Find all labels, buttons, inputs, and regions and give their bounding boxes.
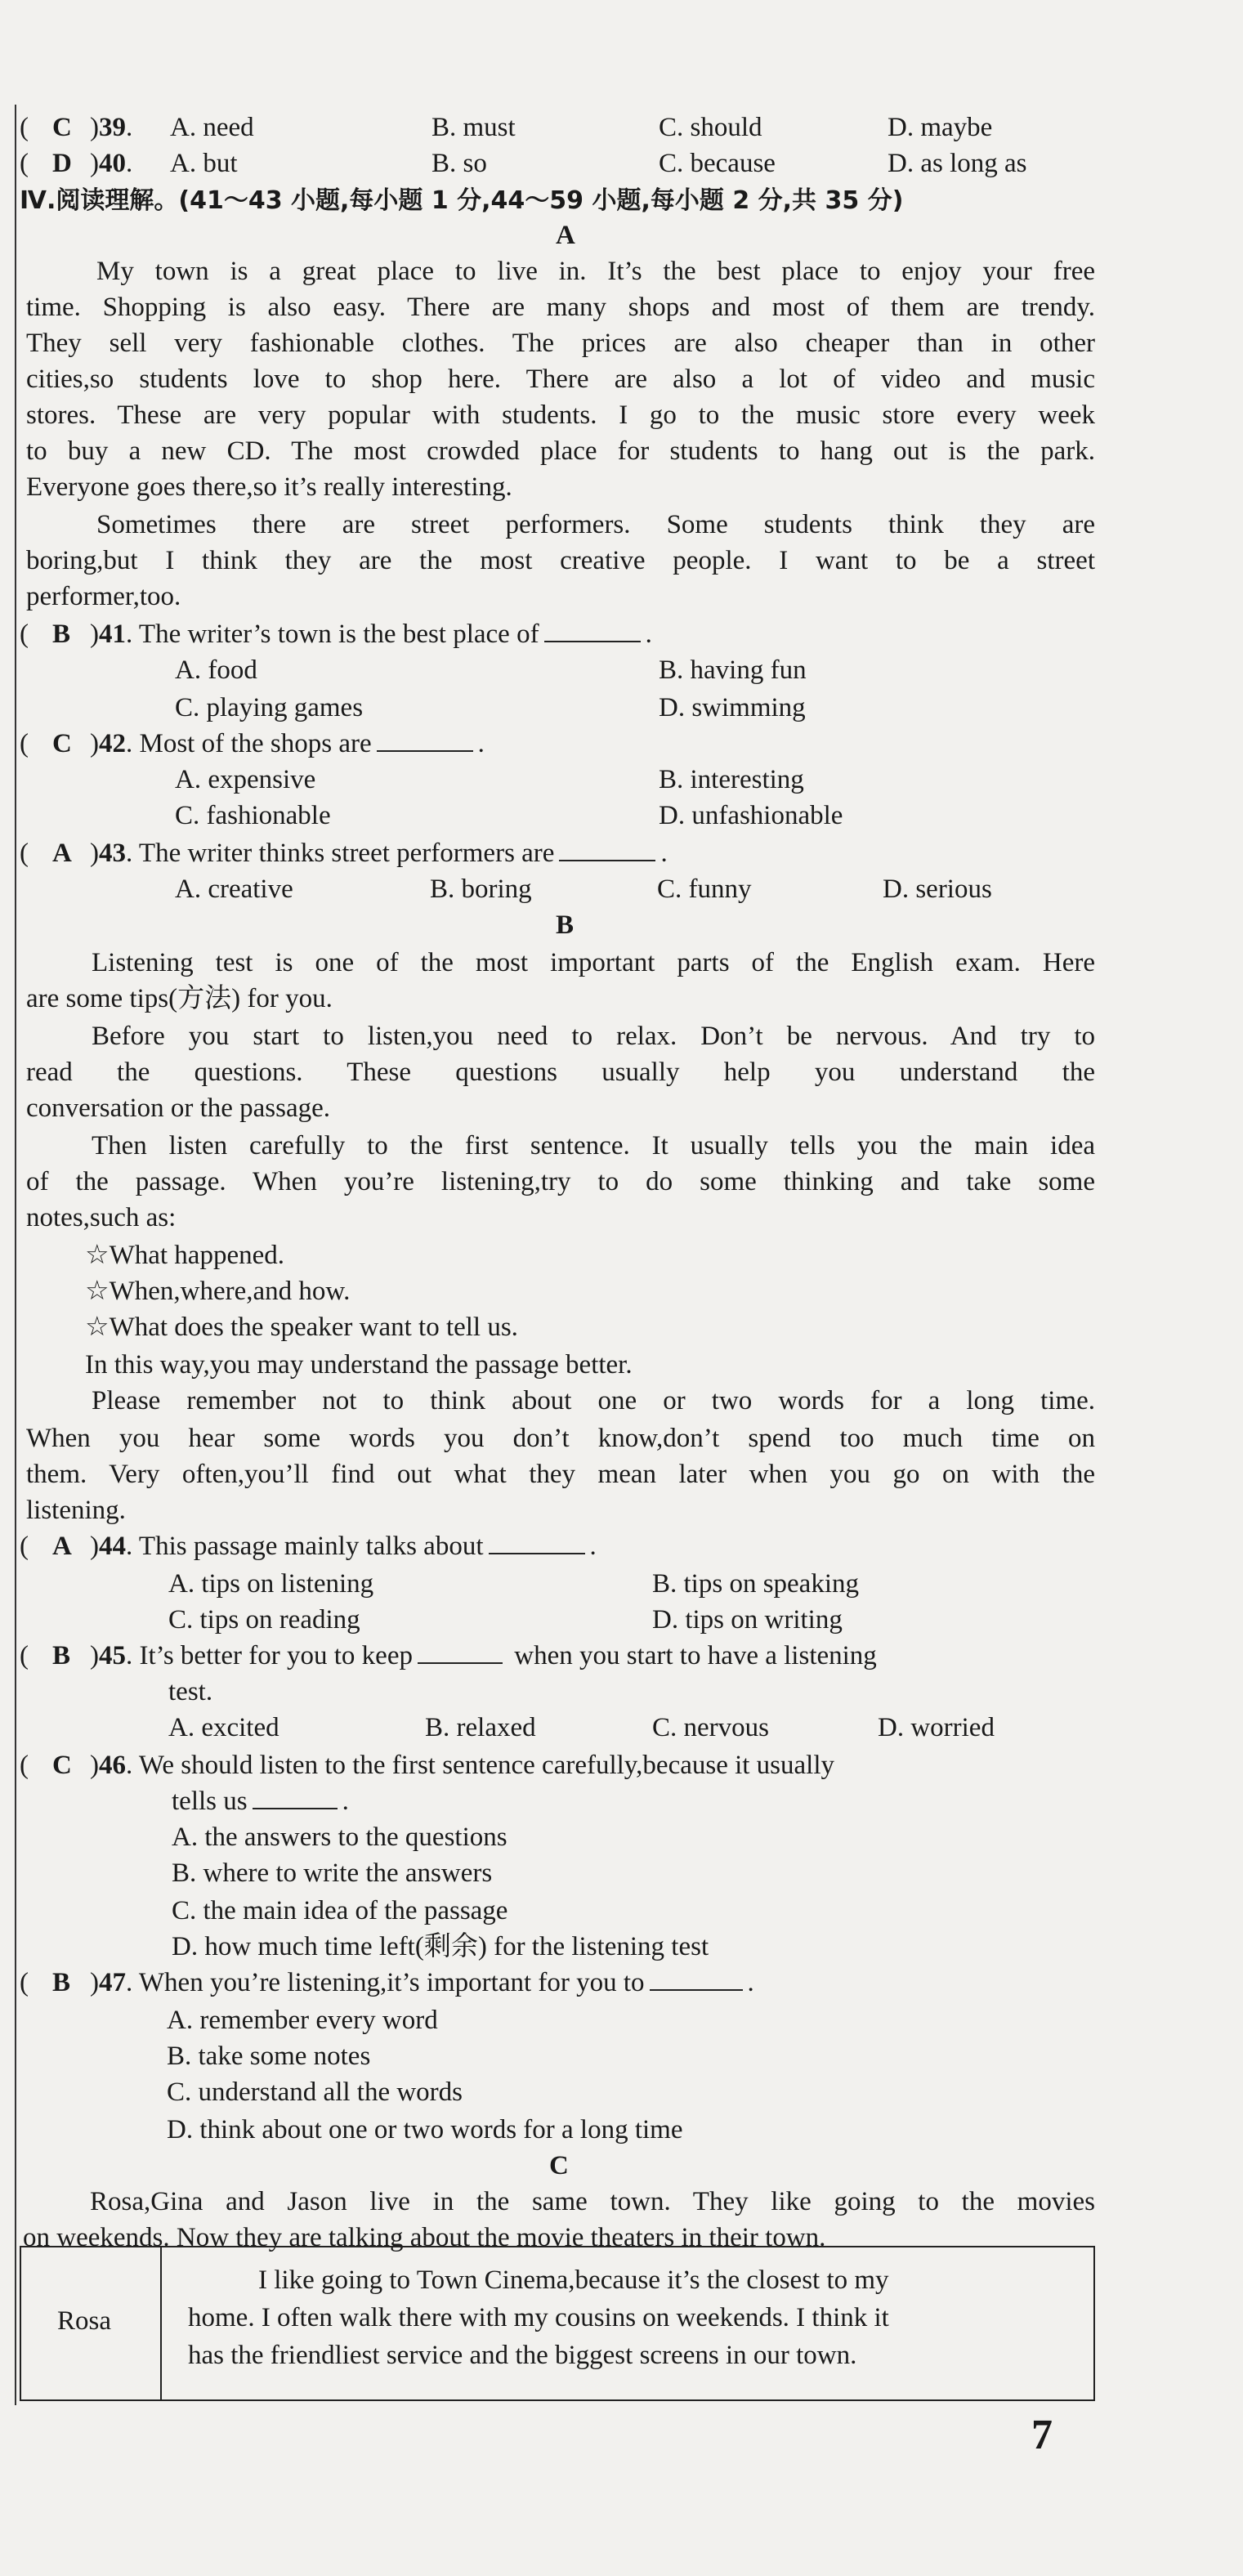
option-45-b: B. relaxed	[425, 1713, 536, 1742]
option-43-a: A. creative	[175, 874, 293, 904]
passage-a-line: Everyone goes there,so it’s really interesting.	[26, 472, 512, 502]
passage-c-label: C	[549, 2151, 569, 2180]
table-name: Rosa	[57, 2306, 111, 2336]
option-46-b: B. where to write the answers	[172, 1858, 493, 1888]
passage-a-line: My town is a great place to live in. It’s the best place to enjoy your free	[96, 257, 1095, 286]
option-44-b: B. tips on speaking	[652, 1569, 859, 1599]
option-44-d: D. tips on writing	[652, 1605, 843, 1635]
option-40-d: D. as long as	[888, 149, 1027, 178]
option-39-b: B. must	[431, 113, 516, 142]
answer-39: C	[52, 113, 72, 142]
option-41-d: D. swimming	[659, 693, 806, 722]
option-44-c: C. tips on reading	[168, 1605, 360, 1635]
worksheet-page: ( C )39. A. need B. must C. should D. maybe ( D )40. A. but B. so C. because D. as long as Ⅳ.阅读理解。(41～43 小题,每小题 1 分,44～59 小题,每小题 2 分,共 35 分) A My town is a great place to live in. It’s the best place to enjoy your free time. Shopping is also easy. There are many shops and most of them are trendy. They sell very fashionable clothes. The prices are also cheaper than in other cities,so students love to shop here. There are also a lot of video and music stores. These are very popular with students. I go to the music store every week to buy a new CD. The most crowded place for students to hang out is the park. Everyone goes there,so it’s really interesting. Sometimes there are street performers. Some students think they are boring,but I think they are the most creative people. I want to be a street performer,too. ( B )41. The writer’s town is the best place of . A. food B. having fun C. playing games D. swimming ( C )42. Most of the shops are . A. expensive B. interesting C. fashionable D. unfashionable ( A )43. The writer thinks street performers are . A. creative B. boring C. funny D. serious B Listening test is one of the most important parts of the English exam. Here are some tips(方法) for you. Before you start to listen,you need to relax. Don’t be nervous. And try to read the questions. These questions usually help you understand the conversation or the passage. Then listen carefully to the first sentence. It usually tells you the main idea of the passage. When you’re listening,try to do some thinking and take some notes,such as: ☆What happened. ☆When,where,and how. ☆What does the speaker want to tell us. In this way,you may understand the passage better. Please remember not to think about one or two words for a long time. When you hear some words you don’t know,don’t spend too much time on them. Very often,you’ll find out what they mean later when you go on with the listening. ( A )44. This passage mainly talks about . A. tips on listening B. tips on speaking C. tips on reading D. tips on writing ( B )45. It’s better for you to keep when you start to have a listening test. A. excited B. relaxed C. nervous D. worried ( C )46. We should listen to the first sentence carefully,because it usually tells us . A. the answers to the questions B. where to write the answers C. the main idea of the passage D. how much time left(剩余) for the listening test ( B )47. When you’re listening,it’s important for you to . A. remember every word B. take some notes C. understand all the words D. think about one or two words for a long time C Rosa,Gina and Jason live in the same town. They like going to the movies on weekends. Now they are talking about the movie theaters in their town. Rosa I like going to Town Cinema,because it’s the closest to my home. I often walk there with my cousins on weekends. I think it has the friendliest service and the biggest screens in our town. 7	[0, 0, 1243, 2576]
option-47-b: B. take some notes	[167, 2042, 371, 2071]
passage-b-line: Please remember not to think about one or two words for a long time.	[92, 1386, 1095, 1415]
option-41-b: B. having fun	[659, 655, 807, 685]
passage-b-line: are some tips(方法) for you.	[26, 984, 333, 1013]
option-39-c: C. should	[659, 113, 762, 142]
answer-40: D	[52, 149, 72, 178]
passage-b-bullet: ☆When,where,and how.	[85, 1277, 351, 1306]
passage-c-line: Rosa,Gina and Jason live in the same town. They like going to the movies	[90, 2187, 1095, 2216]
option-47-a: A. remember every word	[167, 2006, 438, 2035]
option-45-c: C. nervous	[652, 1713, 769, 1742]
section-header: Ⅳ.阅读理解。(41～43 小题,每小题 1 分,44～59 小题,每小题 2 分,共 35 分)	[20, 186, 904, 215]
answer-41: B	[52, 619, 71, 649]
option-39-a: A. need	[170, 113, 254, 142]
table-text-line: home. I often walk there with my cousins on weekends. I think it	[188, 2303, 889, 2332]
option-46-d: D. how much time left(剩余) for the listening test	[172, 1932, 709, 1961]
option-39-d: D. maybe	[888, 113, 993, 142]
movie-opinion-table	[20, 2246, 1095, 2401]
option-43-c: C. funny	[657, 874, 752, 904]
page-number: 7	[1031, 2412, 1053, 2458]
passage-b-line: Before you start to listen,you need to relax. Don’t be nervous. And try to	[92, 1022, 1095, 1051]
option-40-b: B. so	[431, 149, 487, 178]
passage-a-line: They sell very fashionable clothes. The prices are also cheaper than in other	[26, 329, 1095, 358]
question-46-cont: tells us .	[172, 1787, 349, 1816]
option-47-c: C. understand all the words	[167, 2077, 463, 2107]
passage-b-line: listening.	[26, 1496, 126, 1525]
answer-47: B	[52, 1968, 71, 1997]
passage-a-line: boring,but I think they are the most creative people. I want to be a street	[26, 546, 1095, 575]
passage-b-line: Then listen carefully to the first sentence. It usually tells you the main idea	[92, 1131, 1095, 1161]
answer-43: A	[52, 839, 72, 868]
passage-a-line: to buy a new CD. The most crowded place for students to hang out is the park.	[26, 436, 1095, 466]
passage-b-bullet: ☆What happened.	[85, 1241, 284, 1270]
option-43-d: D. serious	[883, 874, 992, 904]
answer-46: C	[52, 1751, 72, 1780]
option-42-c: C. fashionable	[175, 801, 331, 830]
passage-b-bullet: ☆What does the speaker want to tell us.	[85, 1313, 518, 1342]
option-46-c: C. the main idea of the passage	[172, 1896, 508, 1925]
passage-c-line: on weekends. Now they are talking about the movie theaters in their town.	[23, 2223, 826, 2252]
passage-a-label: A	[556, 221, 575, 250]
answer-42: C	[52, 729, 72, 758]
option-46-a: A. the answers to the questions	[172, 1822, 507, 1852]
table-text-line: I like going to Town Cinema,because it’s the closest to my	[258, 2265, 889, 2295]
passage-b-line: read the questions. These questions usually help you understand the	[26, 1058, 1095, 1087]
option-43-b: B. boring	[430, 874, 532, 904]
question-45-cont: test.	[168, 1677, 213, 1706]
option-41-a: A. food	[175, 655, 257, 685]
table-name-cell	[21, 2247, 162, 2399]
passage-b-line: In this way,you may understand the passage better.	[85, 1350, 633, 1380]
passage-a-line: time. Shopping is also easy. There are many shops and most of them are trendy.	[26, 293, 1095, 322]
option-42-a: A. expensive	[175, 765, 316, 794]
passage-b-line: conversation or the passage.	[26, 1093, 331, 1123]
option-41-c: C. playing games	[175, 693, 364, 722]
passage-b-line: Listening test is one of the most important parts of the English exam. Here	[92, 948, 1095, 977]
passage-b-label: B	[556, 910, 575, 940]
passage-a-line: cities,so students love to shop here. There are also a lot of video and music	[26, 364, 1095, 394]
option-42-b: B. interesting	[659, 765, 804, 794]
table-text-line: has the friendliest service and the biggest screens in our town.	[188, 2341, 857, 2370]
option-40-a: A. but	[170, 149, 238, 178]
passage-a-line: stores. These are very popular with students. I go to the music store every week	[26, 400, 1095, 430]
option-44-a: A. tips on listening	[168, 1569, 374, 1599]
passage-a-line: performer,too.	[26, 582, 181, 611]
option-45-a: A. excited	[168, 1713, 279, 1742]
option-45-d: D. worried	[878, 1713, 995, 1742]
answer-44: A	[52, 1532, 72, 1561]
answer-45: B	[52, 1641, 71, 1670]
option-40-c: C. because	[659, 149, 776, 178]
passage-b-line: them. Very often,you’ll find out what they mean later when you go on with the	[26, 1460, 1095, 1489]
passage-a-line: Sometimes there are street performers. Some students think they are	[96, 510, 1095, 539]
left-margin-rule	[15, 105, 16, 2405]
passage-b-line: of the passage. When you’re listening,try to do some thinking and take some	[26, 1167, 1095, 1196]
passage-b-line: When you hear some words you don’t know,don’t spend too much time on	[26, 1424, 1095, 1453]
option-42-d: D. unfashionable	[659, 801, 843, 830]
passage-b-line: notes,such as:	[26, 1203, 177, 1232]
option-47-d: D. think about one or two words for a long time	[167, 2115, 683, 2144]
